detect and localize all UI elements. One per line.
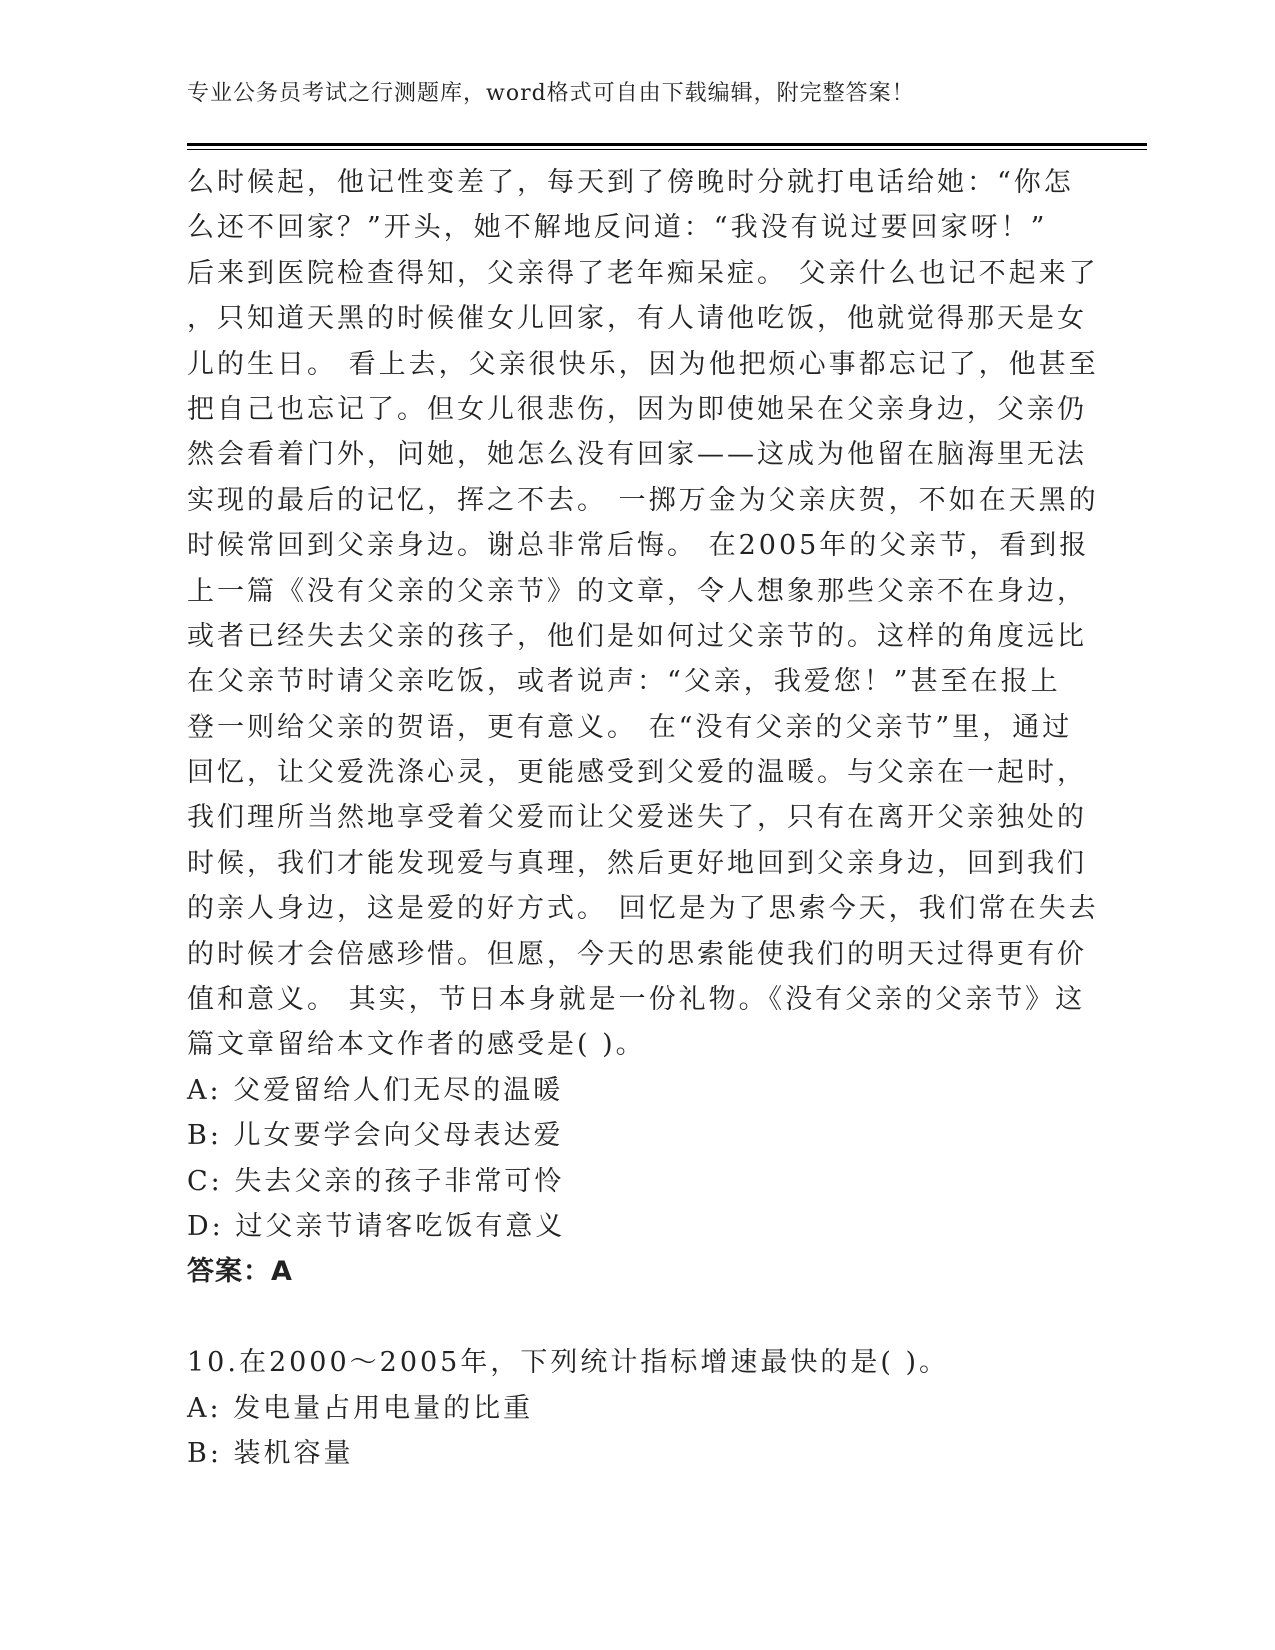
passage-line: 么还不回家？”开头，她不解地反问道：“我没有说过要回家呀！”: [187, 212, 1048, 244]
passage-line: 实现的最后的记忆，挥之不去。 一掷万金为父亲庆贺，不如在天黑的: [187, 484, 1099, 516]
header-rule-thick: [187, 143, 1147, 146]
passage-line: 上一篇《没有父亲的父亲节》的文章，令人想象那些父亲不在身边，: [187, 575, 1087, 607]
passage-line: 然会看着门外，问她，她怎么没有回家——这成为他留在脑海里无法: [187, 439, 1087, 471]
passage-line: 后来到医院检查得知，父亲得了老年痴呆症。 父亲什么也记不起来了: [187, 257, 1099, 289]
header-rule-thin: [187, 149, 1147, 150]
question-spacer: [187, 1295, 1087, 1340]
passage-line: 把自己也忘记了。但女儿很悲伤，因为即使她呆在父亲身边，父亲仍: [187, 393, 1087, 425]
passage-line: 时候，我们才能发现爱与真理，然后更好地回到父亲身边，回到我们: [187, 847, 1087, 879]
passage: [187, 160, 1099, 1068]
option-a: A: 发电量占用电量的比重: [187, 1392, 534, 1424]
passage-line: 或者已经失去父亲的孩子，他们是如何过父亲节的。这样的角度远比: [187, 620, 1087, 652]
document-body: [187, 160, 1099, 1476]
passage-line: 么时候起，他记性变差了，每天到了傍晚时分就打电话给她：“你怎: [187, 167, 1074, 198]
passage-line: 登一则给父亲的贺语，更有意义。 在“没有父亲的父亲节”里，通过: [187, 711, 1073, 743]
passage-line: 的亲人身边，这是爱的好方式。 回忆是为了思索今天，我们常在失去: [187, 893, 1099, 925]
option-c: C: 失去父亲的孩子非常可怜: [187, 1165, 565, 1197]
passage-line: 回忆，让父爱洗涤心灵，更能感受到父爱的温暖。与父亲在一起时，: [187, 757, 1087, 789]
passage-line: 值和意义。 其实，节日本身就是一份礼物。《没有父亲的父亲节》这: [187, 984, 1086, 1016]
passage-line: ，只知道天黑的时候催女儿回家，有人请他吃饭，他就觉得那天是女: [187, 303, 1087, 335]
q10-options: [187, 1386, 1087, 1477]
option-b: B: 装机容量: [187, 1437, 354, 1469]
passage-line: 的时候才会倍感珍惜。但愿，今天的思索能使我们的明天过得更有价: [187, 938, 1087, 970]
q9-options: [187, 1068, 1087, 1250]
q10-question: 10.在2000～2005年，下列统计指标增速最快的是( )。: [187, 1347, 950, 1379]
option-b: B: 儿女要学会向父母表达爱: [187, 1120, 564, 1152]
passage-line: 我们理所当然地享受着父爱而让父爱迷失了，只有在离开父亲独处的: [187, 802, 1087, 834]
passage-line: 时候常回到父亲身边。谢总非常后悔。 在2005年的父亲节，看到报: [187, 530, 1090, 562]
passage-line: 儿的生日。 看上去，父亲很快乐，因为他把烦心事都忘记了，他甚至: [187, 348, 1099, 380]
passage-line: 在父亲节时请父亲吃饭，或者说声：“父亲，我爱您！”甚至在报上: [187, 666, 1061, 698]
q9-answer: 答案：A: [187, 1256, 293, 1288]
option-a: A: 父爱留给人们无尽的温暖: [187, 1074, 564, 1106]
passage-line: 篇文章留给本文作者的感受是( )。: [187, 1029, 646, 1061]
page-header: 专业公务员考试之行测题库，word格式可自由下载编辑，附完整答案！: [187, 81, 915, 106]
option-d: D: 过父亲节请客吃饭有意义: [187, 1210, 566, 1242]
